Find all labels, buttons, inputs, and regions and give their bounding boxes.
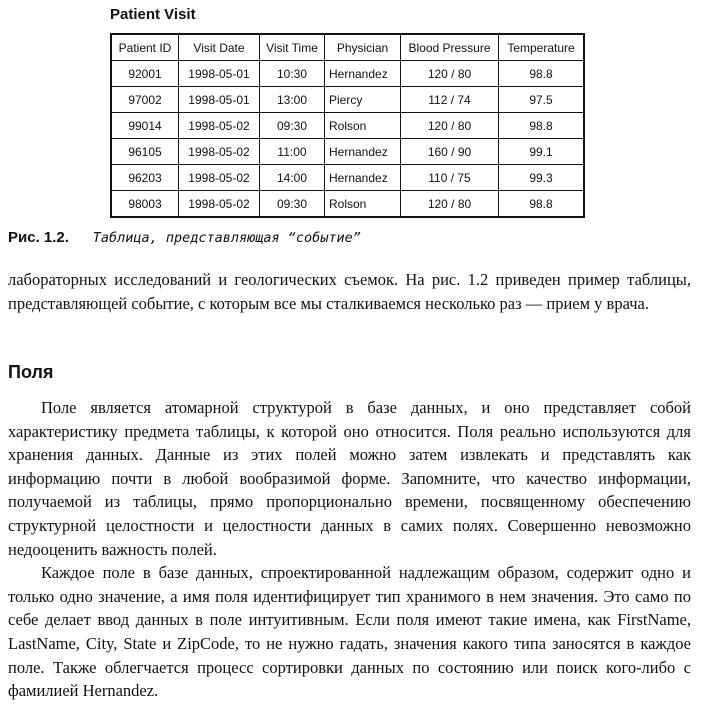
cell-temperature: 99.3	[499, 165, 585, 191]
cell-temperature: 98.8	[499, 61, 585, 87]
cell-patient-id: 92001	[111, 61, 179, 87]
cell-visit-time: 14:00	[260, 165, 325, 191]
paragraph: Каждое поле в базе данных, спроектированной надлежащим образом, содержит одно и только одно значение, а имя поля идентифицирует тип хранимого в нем значения. Это само по себе делает ввод данных в поле интуитивным. Если поля имеют такие имена, как FirstName, LastName, City, State и ZipCode, то не нужно гадать, значения какого типа заносятся в каждое поле. Также облегчается процесс сортировки данных по состоянию или поиск кого-либо с фамилией Hernandez.	[8, 563, 691, 701]
cell-visit-date: 1998-05-02	[179, 139, 260, 165]
cell-physician: Hernandez	[325, 165, 401, 191]
table-row	[111, 61, 584, 87]
figure-number: Рис. 1.2.	[8, 229, 69, 246]
cell-visit-time: 09:30	[260, 191, 325, 218]
column-header-patient-id: Patient ID	[111, 34, 179, 61]
cell-patient-id: 99014	[111, 113, 179, 139]
section-body	[8, 396, 691, 703]
column-header-physician: Physician	[325, 34, 401, 61]
cell-visit-time: 13:00	[260, 87, 325, 113]
cell-temperature: 99.1	[499, 139, 585, 165]
figure-caption-text: Таблица, представляющая “событие”	[92, 230, 361, 246]
cell-visit-time: 11:00	[260, 139, 325, 165]
column-header-blood-pressure: Blood Pressure	[401, 34, 499, 61]
cell-visit-date: 1998-05-01	[179, 87, 260, 113]
cell-temperature: 98.8	[499, 191, 585, 218]
cell-blood-pressure: 120 / 80	[401, 113, 499, 139]
section-heading: Поля	[8, 362, 54, 382]
cell-physician: Piercy	[325, 87, 401, 113]
cell-visit-date: 1998-05-02	[179, 191, 260, 218]
intro-text	[8, 268, 691, 315]
cell-visit-time: 09:30	[260, 113, 325, 139]
table-row	[111, 87, 584, 113]
column-header-temperature: Temperature	[499, 34, 585, 61]
table-row	[111, 191, 584, 218]
cell-patient-id: 98003	[111, 191, 179, 218]
intro-paragraph: лабораторных исследований и геологических съемок. На рис. 1.2 приведен пример таблицы, представляющей событие, с которым все мы сталкиваемся несколько раз — прием у врача.	[8, 270, 691, 313]
patient-visit-table	[110, 33, 585, 218]
cell-visit-date: 1998-05-01	[179, 61, 260, 87]
column-header-visit-date: Visit Date	[179, 34, 260, 61]
cell-temperature: 97.5	[499, 87, 585, 113]
table-header-row	[111, 34, 584, 61]
column-header-visit-time: Visit Time	[260, 34, 325, 61]
cell-physician: Hernandez	[325, 139, 401, 165]
table-row	[111, 165, 584, 191]
cell-blood-pressure: 110 / 75	[401, 165, 499, 191]
cell-blood-pressure: 160 / 90	[401, 139, 499, 165]
table-row	[111, 139, 584, 165]
cell-blood-pressure: 120 / 80	[401, 191, 499, 218]
cell-visit-date: 1998-05-02	[179, 165, 260, 191]
cell-patient-id: 96203	[111, 165, 179, 191]
cell-patient-id: 97002	[111, 87, 179, 113]
cell-temperature: 98.8	[499, 113, 585, 139]
table-row	[111, 113, 584, 139]
paragraph: Поле является атомарной структурой в базе данных, и оно представляет собой характеристику предмета таблицы, к которой оно относится. Поля реально используются для хранения данных. Данные из этих полей можно затем извлекать и представлять как информацию почти в любой вообразимой форме. Запомните, что качество информации, получаемой из таблицы, прямо пропорционально времени, посвященному обеспечению структурной целостности и целостности данных в самих полях. Совершенно невозможно недооценить важность полей.	[8, 398, 691, 559]
cell-physician: Hernandez	[325, 61, 401, 87]
cell-physician: Rolson	[325, 113, 401, 139]
table-title: Patient Visit	[110, 6, 196, 23]
cell-visit-date: 1998-05-02	[179, 113, 260, 139]
cell-physician: Rolson	[325, 191, 401, 218]
cell-visit-time: 10:30	[260, 61, 325, 87]
cell-patient-id: 96105	[111, 139, 179, 165]
figure-caption	[8, 229, 361, 247]
cell-blood-pressure: 112 / 74	[401, 87, 499, 113]
cell-blood-pressure: 120 / 80	[401, 61, 499, 87]
